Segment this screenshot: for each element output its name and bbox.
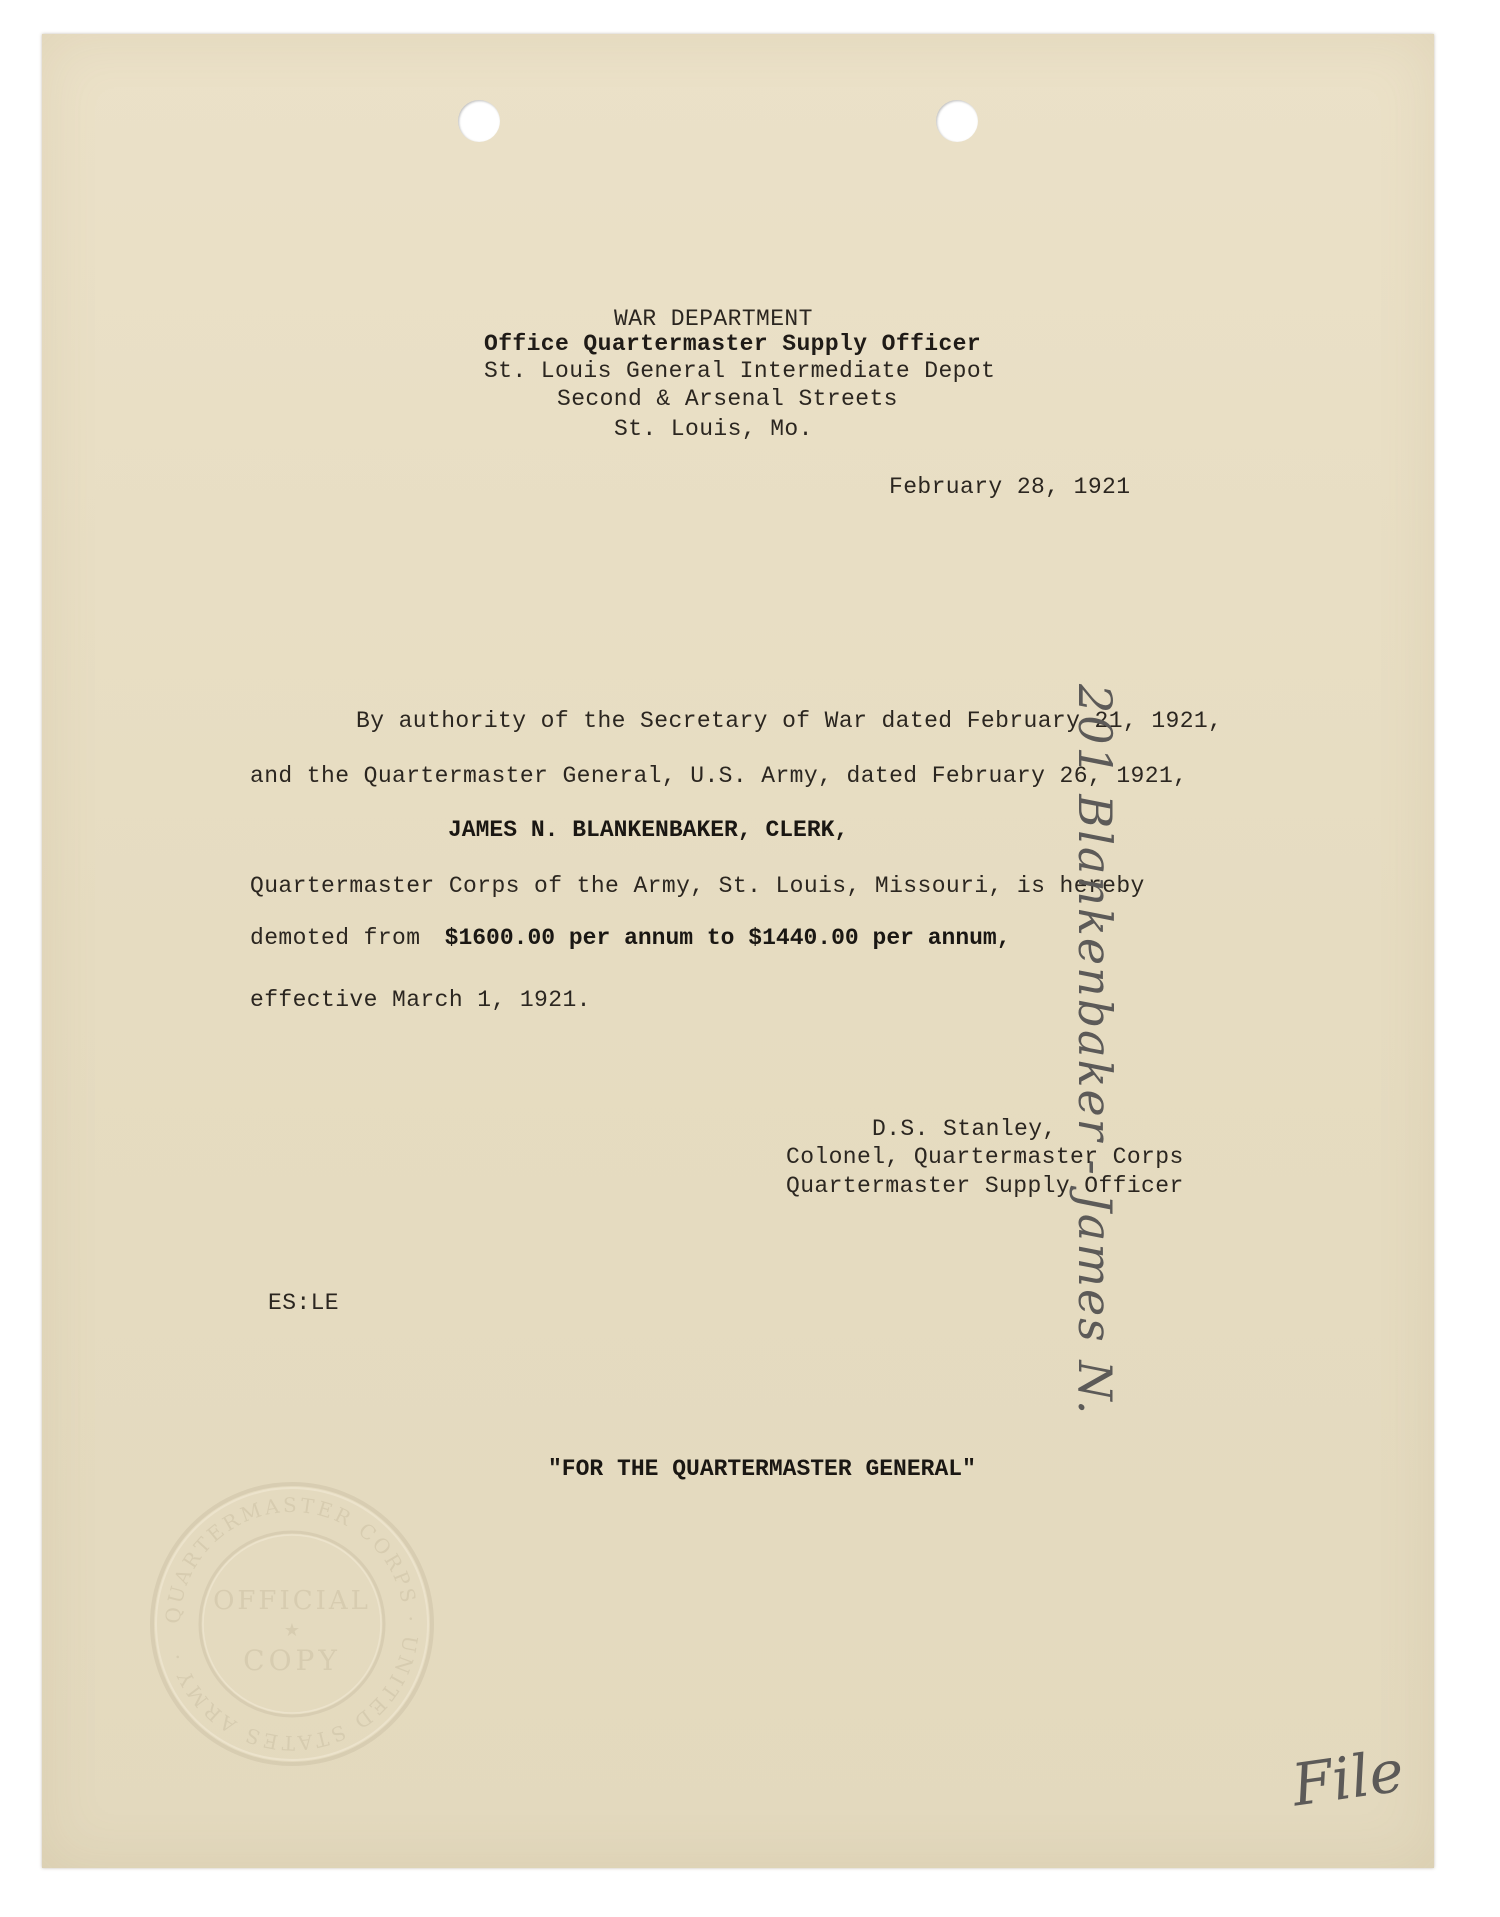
letterhead-city: St. Louis, Mo. bbox=[614, 416, 813, 442]
employee-name: JAMES N. BLANKENBAKER, CLERK, bbox=[448, 817, 849, 843]
demotion-prefix: demoted from bbox=[250, 925, 421, 951]
body-line-demotion bbox=[250, 925, 1011, 951]
seal-center-bottom: COPY bbox=[243, 1644, 341, 1677]
seal-star-icon: ★ bbox=[283, 1620, 301, 1641]
letterhead-department: WAR DEPARTMENT bbox=[614, 306, 813, 332]
handwritten-file-note: File bbox=[1287, 1736, 1408, 1820]
typist-initials: ES:LE bbox=[268, 1290, 340, 1316]
punch-hole-left bbox=[458, 100, 500, 142]
body-line-effective: effective March 1, 1921. bbox=[250, 987, 591, 1013]
body-line-authority: By authority of the Secretary of War dated February 21, 1921, bbox=[356, 708, 1223, 734]
punch-hole-right bbox=[936, 100, 978, 142]
document-page bbox=[42, 34, 1434, 1868]
seal-center-top: OFFICIAL bbox=[213, 1586, 371, 1616]
signature-title-officer: Quartermaster Supply Officer bbox=[786, 1173, 1184, 1199]
body-line-corps: Quartermaster Corps of the Army, St. Louis, Missouri, is hereby bbox=[250, 873, 1145, 899]
letter-date: February 28, 1921 bbox=[889, 474, 1131, 500]
embossed-seal bbox=[142, 1474, 442, 1774]
body-line-quartermaster: and the Quartermaster General, U.S. Army, dated February 26, 1921, bbox=[250, 763, 1188, 789]
letterhead-office: Office Quartermaster Supply Officer bbox=[484, 331, 982, 357]
signature-title-colonel: Colonel, Quartermaster Corps bbox=[786, 1144, 1184, 1170]
salary-change: $1600.00 per annum to $1440.00 per annum, bbox=[444, 925, 1011, 951]
letterhead-depot: St. Louis General Intermediate Depot bbox=[484, 358, 996, 384]
letterhead-street: Second & Arsenal Streets bbox=[557, 386, 898, 412]
signature-name: D.S. Stanley, bbox=[872, 1116, 1057, 1142]
seal-outer-text: QUARTERMASTER CORPS · UNITED STATES ARMY · bbox=[160, 1492, 424, 1756]
footer-authority: "FOR THE QUARTERMASTER GENERAL" bbox=[548, 1456, 976, 1482]
handwritten-margin-note: 201 Blankenbaker - James N. bbox=[1068, 684, 1122, 1417]
